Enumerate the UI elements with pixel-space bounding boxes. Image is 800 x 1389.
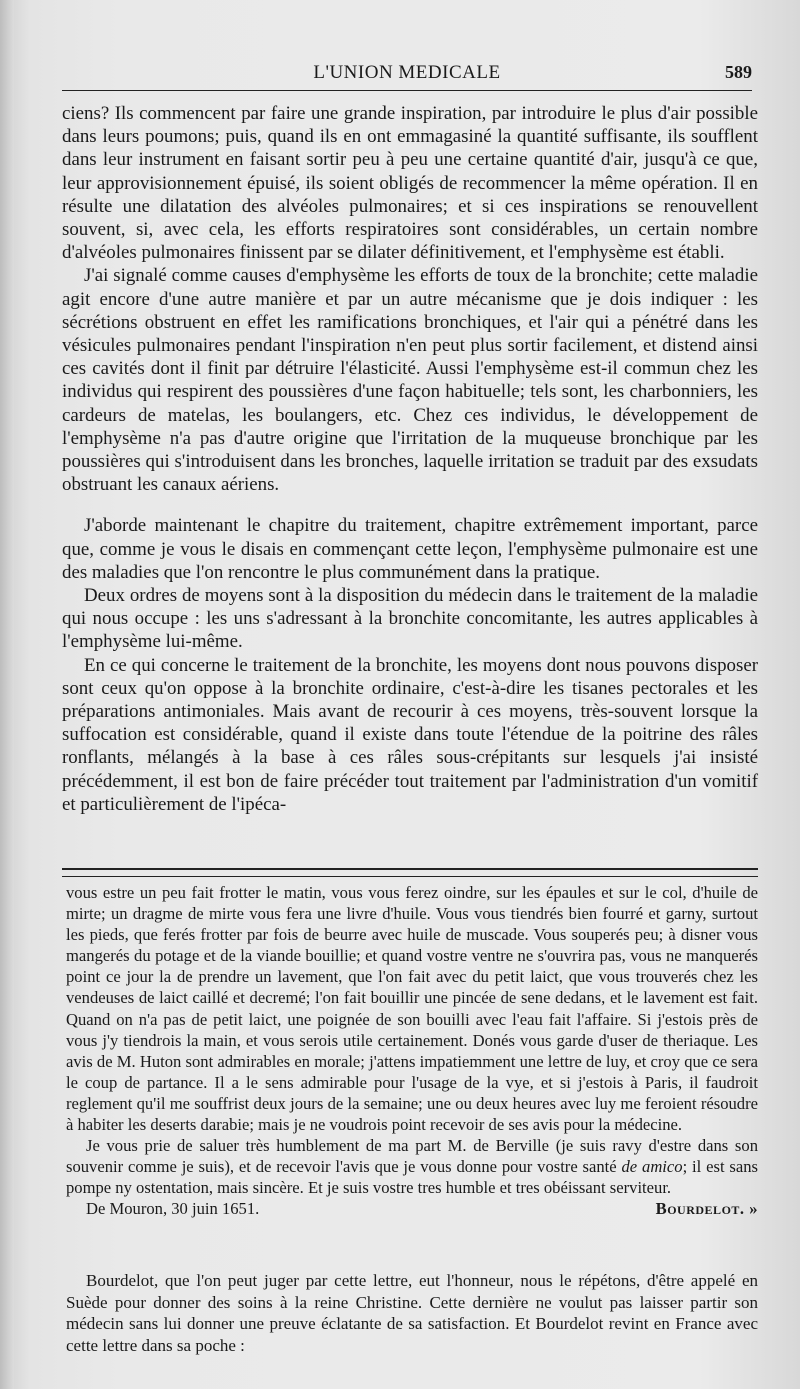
- journal-title: L'UNION MEDICALE: [313, 62, 501, 83]
- main-text-column: [62, 102, 758, 816]
- footnote-separator-rule: [62, 868, 758, 877]
- letter-latin-phrase: de amico: [621, 1157, 683, 1177]
- letter-closing-line: [66, 1198, 758, 1219]
- main-paragraph-5: En ce qui concerne le traitement de la bronchite, les moyens dont nous pouvons disposer sont ceux qu'on oppose à la bronchite ordinaire, c'est-à-dire les tisanes pectorales et les préparations antimoniales. Mais avant de recourir à ces moyens, très-souvent lorsque la suffocation est considérable, quand il existe dans toute l'étendue de la poitrine des râles ronflants, mélangés à la base à ces râles sous-crépitants sur lesquels j'ai insisté précédemment, il est bon de faire précéder tout traitement par l'administration d'un vomitif et particulièrement de l'ipéca-: [62, 654, 758, 815]
- letter-paragraph-2: [66, 1135, 758, 1198]
- main-paragraph-2: J'ai signalé comme causes d'emphysème les efforts de toux de la bronchite; cette maladie agit encore d'une autre manière et par un autre mécanisme que je dois indiquer : les sécrétions obstruent en effet les ramifications bronchiques, et l'air qui a pénétré dans les vésicules pulmonaires pendant l'inspiration n'en peut plus sortir facilement, et distend ainsi ces cavités dont il finit par détruire l'élasticité. Aussi l'emphysème est-il commun chez les individus qui respirent des poussières d'une façon habituelle; tels sont, les charbonniers, les cardeurs de matelas, les boulangers, etc. Chez ces individus, le développement de l'emphysème n'a pas d'autre origine que l'irritation de la muqueuse bronchique par les poussières qui s'introduisent dans les bronches, laquelle irritation se traduit par des exsudats obstruant les canaux aériens.: [62, 265, 758, 496]
- letter-paragraph-1: vous estre un peu fait frotter le matin, vous vous ferez oindre, sur les épaules et sur le col, d'huile de mirte; un dragme de mirte vous fera une livre d'huile. Vous vous tiendrés bien fourré et garny, surtout les pieds, que ferés frotter par fois de beurre avec huile de muscade. Vous souperés peu; à disner vous mangerés du potage et de la viande bouillie; et quand vostre ventre ne s'ouvrira pas, vous ne manquerés point ce jour la de prendre un lavement, que l'on fait avec du petit laict, que vous trouverés chez les vendeuses de laict caillé et decremé; l'on fait bouillir une pincée de sene dedans, et le lavement est fait. Quand on n'a pas de petit laict, une poignée de son bouilli avec l'eau fait l'affaire. Si j'estois près de vous j'y tiendrois la main, et vous serois utile certainement. Donés vous garde d'user de theriaque. Les avis de M. Huton sont admirables en morale; j'attens impatiemment une lettre de luy, et croy que ce sera le coup de partance. Il a le sens admirable pour l'usage de la vye, et si j'estois à Paris, il faudroit reglement qu'il me souffrist deux jours de la semaine; une ou deux heures avec luy me feroient résoudre à habiter les deserts darabie; mais je ne voudrois point recevoir de ses avis pour la médecine.: [66, 883, 758, 1135]
- letter-paragraph-2-start: Je vous prie de saluer très humblement de ma part M. de Berville (je suis ravy d'estre dans son souvenir comme je suis), et de recevoir l'avis que je vous donne pour vostre santé: [66, 1136, 758, 1177]
- main-paragraph-4: Deux ordres de moyens sont à la disposition du médecin dans le traitement de la maladie qui nous occupe : les uns s'adressant à la bronchite concomitante, les autres applicables à l'emphysème lui-même.: [62, 585, 758, 653]
- letter-date-place: De Mouron, 30 juin 1651.: [86, 1199, 260, 1219]
- page-number: 589: [725, 62, 752, 82]
- letter-footnote: [66, 882, 758, 1220]
- main-paragraph-1: ciens? Ils commencent par faire une grande inspiration, par introduire le plus d'air possible dans leurs poumons; puis, quand ils en ont emmagasiné la quantité suffisante, ils soufflent dans leur instrument en faisant sortir peu à peu une certaine quantité d'air, jusqu'à ce que, leur approvisionnement épuisé, ils soient obligés de recommencer la même opération. Il en résulte une dilatation des alvéoles pulmonaires; et si ces inspirations se renouvellent souvent, si, avec cela, les efforts respiratoires sont considérables, un certain nombre d'alvéoles pulmonaires finissent par se dilater définitivement, et l'emphysème est établi.: [62, 103, 758, 264]
- closing-text-block: [66, 1270, 758, 1356]
- letter-signature: Bourdelot. »: [655, 1199, 758, 1219]
- running-header: [62, 58, 752, 91]
- letter-paragraph-2-end: ; il est sans pompe ny ostentation, mais sincère. Et je suis vostre tres humble et tres obéissant serviteur.: [66, 1157, 758, 1198]
- closing-paragraph: Bourdelot, que l'on peut juger par cette lettre, eut l'honneur, nous le répétons, d'être appelé en Suède pour donner des soins à la reine Christine. Cette dernière ne voulut pas laisser partir son médecin sans lui donner une preuve éclatante de sa satisfaction. Et Bourdelot revint en France avec cette lettre dans sa poche :: [66, 1271, 758, 1355]
- book-gutter-shadow: [0, 0, 14, 1389]
- main-paragraph-3: J'aborde maintenant le chapitre du traitement, chapitre extrêmement important, parce que, comme je vous le disais en commençant cette leçon, l'emphysème pulmonaire est une des maladies que l'on rencontre le plus communément dans la pratique.: [62, 515, 758, 583]
